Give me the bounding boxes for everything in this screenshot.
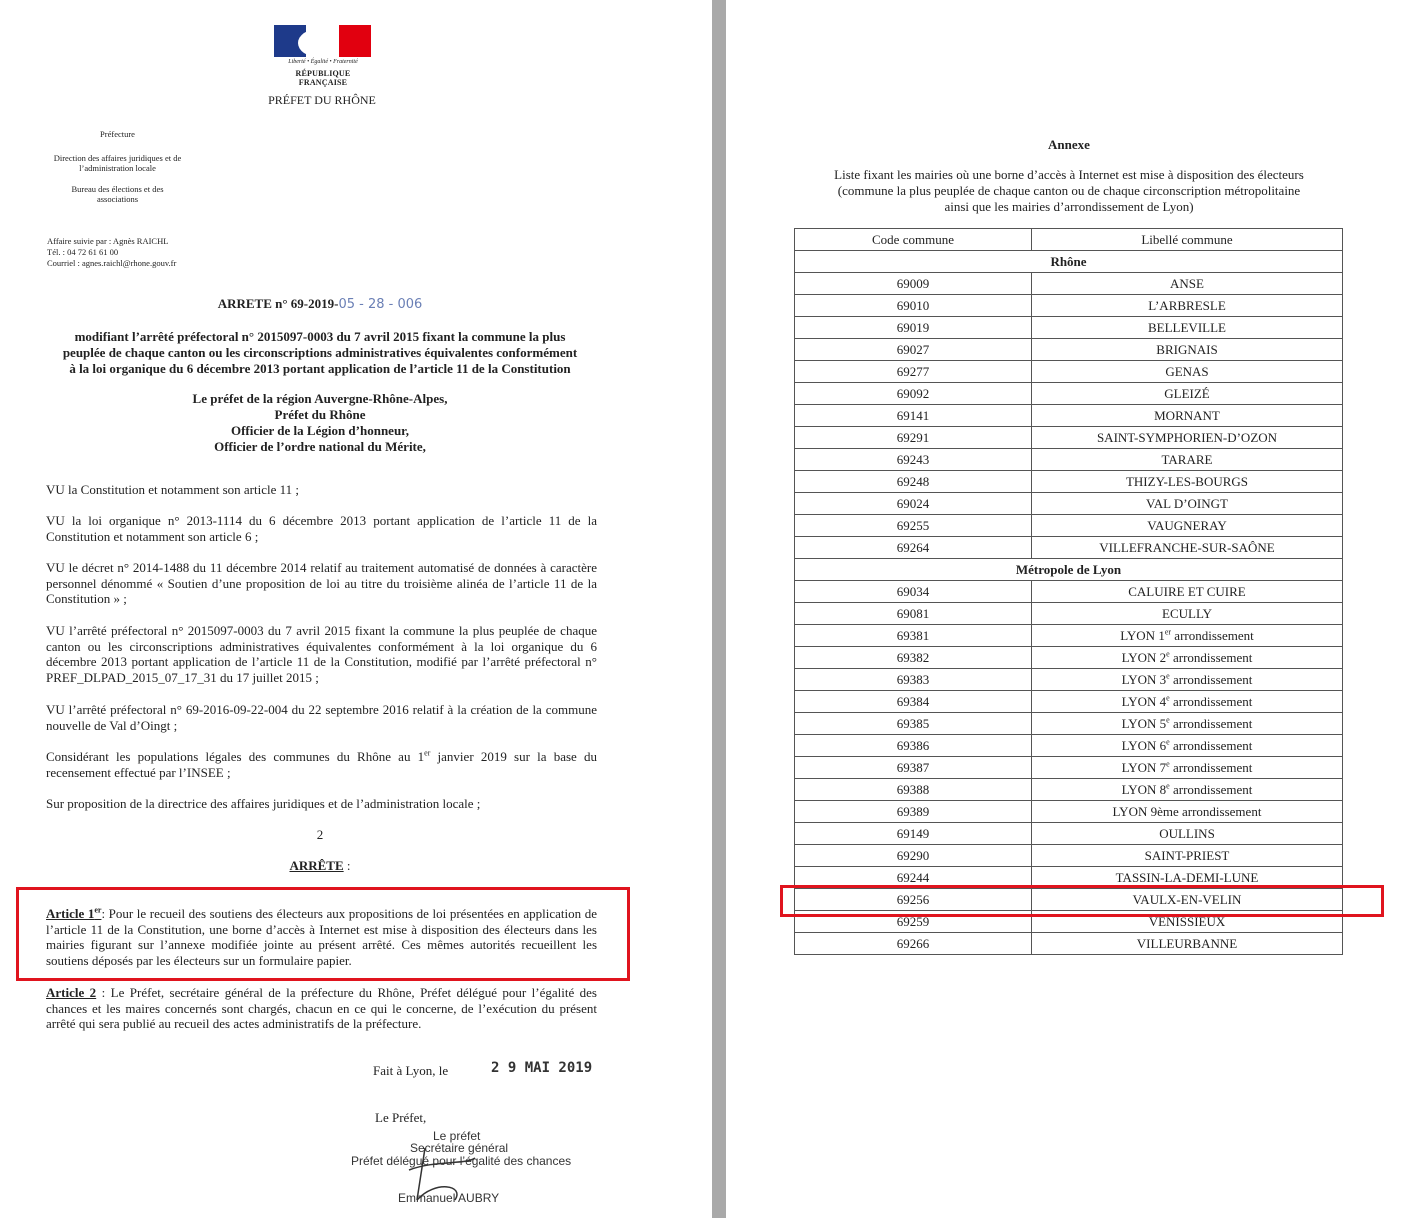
intro-line-3: ainsi que les mairies d’arrondissement de Lyon): [944, 199, 1194, 214]
cell-code: 69034: [795, 581, 1032, 603]
cell-code: 69009: [795, 273, 1032, 295]
contact-affaire: Affaire suivie par : Agnès RAICHL: [47, 236, 169, 246]
prefet-line-2: Préfet du Rhône: [274, 407, 366, 422]
cell-code: 69264: [795, 537, 1032, 559]
section-row-metropole: [795, 559, 1343, 581]
cell-code: 69383: [795, 669, 1032, 691]
cell-name: GENAS: [1032, 361, 1343, 383]
stamp-line-1: Le préfet: [433, 1129, 481, 1143]
table-row: [795, 449, 1343, 471]
service-prefecture: Préfecture: [100, 129, 135, 139]
cell-name: ECULLY: [1032, 603, 1343, 625]
cell-name: LYON 2e arrondissement: [1032, 647, 1343, 669]
cell-name: LYON 6e arrondissement: [1032, 735, 1343, 757]
cell-code: 69149: [795, 823, 1032, 845]
vu-arrete-2016: VU l’arrêté préfectoral n° 69-2016-09-22-004 du 22 septembre 2016 relatif à la création de la commune nouvelle de Val d’Oingt ;: [46, 702, 597, 733]
cell-name: OULLINS: [1032, 823, 1343, 845]
table-row: [795, 647, 1343, 669]
cell-name: GLEIZÉ: [1032, 383, 1343, 405]
intro-line-1: Liste fixant les mairies où une borne d’accès à Internet est mise à disposition des électeurs: [834, 167, 1304, 182]
cell-name: BELLEVILLE: [1032, 317, 1343, 339]
table-row: [795, 603, 1343, 625]
contact-courriel: Courriel : agnes.raichl@rhone.gouv.fr: [47, 258, 177, 268]
table-row: [795, 317, 1343, 339]
table-row: [795, 713, 1343, 735]
fait-a-lyon: Fait à Lyon, le: [373, 1063, 449, 1078]
section-row-rhone: [795, 251, 1343, 273]
prefet-titles: [30, 391, 610, 455]
cell-name: VAL D’OINGT: [1032, 493, 1343, 515]
page-divider: [712, 0, 726, 1218]
table-row: [795, 801, 1343, 823]
cell-name: LYON 4e arrondissement: [1032, 691, 1343, 713]
table-row: [795, 845, 1343, 867]
cell-name: MORNANT: [1032, 405, 1343, 427]
table-row: [795, 273, 1343, 295]
cell-code: 69244: [795, 867, 1032, 889]
article-1-label: Article 1er: [46, 905, 102, 921]
cell-name: VAULX-EN-VELIN: [1032, 889, 1343, 911]
cell-name: LYON 9ème arrondissement: [1032, 801, 1343, 823]
vu-constitution: VU la Constitution et notamment son article 11 ;: [46, 482, 299, 497]
vu-arrete-2015: VU l’arrêté préfectoral n° 2015097-0003 du 7 avril 2015 fixant la commune la plus peuplée de chaque canton ou les circonscriptions administratives équivalentes conformément à la loi organique du 6 décembre 2013 portant application de l’article 11 de la Constitution, modifié par l’arrêté préfectoral n° PREF_DLPAD_2015_07_17_31 du 17 juillet 2015 ;: [46, 623, 597, 685]
subject-line-3: à la loi organique du 6 décembre 2013 portant application de l’article 11 de la Constitution: [69, 361, 571, 376]
cell-code: 69277: [795, 361, 1032, 383]
considerant-sup: er: [424, 748, 431, 758]
article-1: [46, 906, 597, 968]
highlight-vaulx-en-velin: [780, 885, 1384, 917]
service-bureau-2: associations: [96, 194, 139, 204]
cell-name: SAINT-PRIEST: [1032, 845, 1343, 867]
vu-loi-organique: VU la loi organique n° 2013-1114 du 6 décembre 2013 portant application de l’article 11 de la Constitution et notamment son article 6 ;: [46, 513, 597, 544]
header-name: Libellé commune: [1032, 229, 1343, 251]
cell-code: 69255: [795, 515, 1032, 537]
le-prefet: Le Préfet,: [375, 1110, 427, 1125]
cell-name: SAINT-SYMPHORIEN-D’OZON: [1032, 427, 1343, 449]
prefet-title: PRÉFET DU RHÔNE: [268, 93, 376, 107]
cell-code: 69388: [795, 779, 1032, 801]
stamp-line-3: Préfet délégué pour l’égalité des chances: [351, 1154, 572, 1168]
cell-code: 69141: [795, 405, 1032, 427]
table-row: [795, 493, 1343, 515]
cell-code: 69382: [795, 647, 1032, 669]
cell-code: 69259: [795, 911, 1032, 933]
arrete-number-prefix: ARRETE n° 69-2019-: [217, 296, 339, 311]
cell-code: 69010: [795, 295, 1032, 317]
subject-line-2: peuplée de chaque canton ou les circonscriptions administratives équivalentes conformément: [62, 345, 578, 360]
service-direction-2: l’administration locale: [79, 163, 156, 173]
header-code: Code commune: [795, 229, 1032, 251]
cell-code: 69027: [795, 339, 1032, 361]
cell-code: 69381: [795, 625, 1032, 647]
stamp-name: Emmanuel AUBRY: [398, 1191, 500, 1205]
cell-code: 69081: [795, 603, 1032, 625]
cell-code: 69389: [795, 801, 1032, 823]
annex-table: [794, 228, 1343, 955]
table-row: [795, 691, 1343, 713]
table-row: [795, 339, 1343, 361]
table-row: [795, 427, 1343, 449]
cell-name: LYON 7e arrondissement: [1032, 757, 1343, 779]
marianne-logo: [274, 25, 372, 87]
cell-name: LYON 5e arrondissement: [1032, 713, 1343, 735]
cell-name: VENISSIEUX: [1032, 911, 1343, 933]
arrete-heading: [240, 858, 400, 874]
cell-name: LYON 3e arrondissement: [1032, 669, 1343, 691]
table-row: [795, 779, 1343, 801]
considerant-text-b: janvier 2019 sur la base du recensement effectué par l’INSEE ;: [46, 749, 597, 780]
table-row: [795, 669, 1343, 691]
page-number: 2: [316, 827, 324, 842]
cell-code: 69290: [795, 845, 1032, 867]
cell-code: 69386: [795, 735, 1032, 757]
table-row: [795, 471, 1343, 493]
section-metropole: Métropole de Lyon: [795, 559, 1343, 581]
table-row: [795, 361, 1343, 383]
cell-code: 69385: [795, 713, 1032, 735]
table-row: [795, 757, 1343, 779]
vu-decret: VU le décret n° 2014-1488 du 11 décembre 2014 relatif au traitement automatisé de données à caractère personnel dénommé « Soutien d’une proposition de loi au titre du troisième alinéa de l’article 11 de la Constitution » ;: [46, 560, 597, 606]
cell-name: L’ARBRESLE: [1032, 295, 1343, 317]
proposition: Sur proposition de la directrice des affaires juridiques et de l’administration locale ;: [46, 796, 481, 811]
prefet-line-4: Officier de l’ordre national du Mérite,: [214, 439, 426, 454]
service-bureau-1: Bureau des élections et des: [71, 184, 164, 194]
cell-name: LYON 8e arrondissement: [1032, 779, 1343, 801]
cell-code: 69256: [795, 889, 1032, 911]
table-row: [795, 933, 1343, 955]
table-header-row: [795, 229, 1343, 251]
cell-name: LYON 1er arrondissement: [1032, 625, 1343, 647]
table-row: [795, 515, 1343, 537]
cell-code: 69384: [795, 691, 1032, 713]
cell-code: 69092: [795, 383, 1032, 405]
cell-name: CALUIRE ET CUIRE: [1032, 581, 1343, 603]
stamp-line-2: Secrétaire général: [410, 1141, 509, 1155]
article-2-text: : Le Préfet, secrétaire général de la préfecture du Rhône, Préfet délégué pour l’égalité des chances et les maires concernés sont chargés, chacun en ce qui le concerne, de l’exécution du présent arrêté qui sera publié au recueil des actes administratifs de la préfecture.: [46, 985, 597, 1031]
prefet-line-3: Officier de la Légion d’honneur,: [230, 423, 410, 438]
cell-code: 69248: [795, 471, 1032, 493]
annexe-title: Annexe: [1048, 137, 1090, 152]
article-2: [46, 985, 597, 1032]
table-row: [795, 405, 1343, 427]
considerant: [46, 749, 597, 780]
table-row: [795, 581, 1343, 603]
article-2-label: Article 2: [46, 985, 97, 1000]
table-row: [795, 625, 1343, 647]
table-row: [795, 295, 1343, 317]
cell-name: TARARE: [1032, 449, 1343, 471]
cell-name: BRIGNAIS: [1032, 339, 1343, 361]
arrete-number: [0, 296, 640, 312]
intro-line-2: (commune la plus peuplée de chaque canton ou de chaque circonscription métropolitaine: [837, 183, 1301, 198]
cell-code: 69019: [795, 317, 1032, 339]
arrete-heading-colon: :: [343, 858, 351, 873]
considerant-text-a: Considérant les populations légales des communes du Rhône au 1: [46, 749, 425, 764]
cell-code: 69291: [795, 427, 1032, 449]
arrete-heading-text: ARRÊTE: [289, 858, 344, 873]
logo-republic: RÉPUBLIQUE FRANÇAISE: [295, 69, 351, 87]
table-row: [795, 823, 1343, 845]
subject-line-1: modifiant l’arrêté préfectoral n° 2015097-0003 du 7 avril 2015 fixant la commune la plus: [74, 329, 566, 344]
cell-code: 69024: [795, 493, 1032, 515]
logo-motto: Liberté • Égalité • Fraternité: [288, 59, 358, 65]
contact-tel: Tél. : 04 72 61 61 00: [47, 247, 119, 257]
prefet-line-1: Le préfet de la région Auvergne-Rhône-Alpes,: [192, 391, 448, 406]
right-page: [726, 0, 1403, 1218]
cell-name: THIZY-LES-BOURGS: [1032, 471, 1343, 493]
cell-code: 69387: [795, 757, 1032, 779]
table-row: [795, 537, 1343, 559]
annexe-intro: [726, 167, 1403, 215]
article-1-text: : Pour le recueil des soutiens des électeurs aux propositions de loi présentées en application de l’article 11 de la Constitution, une borne d’accès à Internet est mise à disposition des électeurs dans les mairies figurant sur l’annexe modifiée jointe au présent arrêté. Ces mêmes autorités recueillent les soutiens déposés par les électeurs sur un formulaire papier.: [46, 906, 597, 968]
arrete-subject: [30, 329, 610, 377]
cell-name: VILLEFRANCHE-SUR-SAÔNE: [1032, 537, 1343, 559]
table-row: [795, 735, 1343, 757]
table-row: [795, 383, 1343, 405]
cell-name: ANSE: [1032, 273, 1343, 295]
arrete-number-handwritten: 05 - 28 - 006: [338, 297, 423, 312]
cell-name: VILLEURBANNE: [1032, 933, 1343, 955]
cell-code: 69243: [795, 449, 1032, 471]
cell-name: VAUGNERAY: [1032, 515, 1343, 537]
cell-name: TASSIN-LA-DEMI-LUNE: [1032, 867, 1343, 889]
section-rhone: Rhône: [795, 251, 1343, 273]
date-stamp: 2 9 MAI 2019: [491, 1060, 593, 1076]
service-direction-1: Direction des affaires juridiques et de: [53, 153, 182, 163]
cell-code: 69266: [795, 933, 1032, 955]
